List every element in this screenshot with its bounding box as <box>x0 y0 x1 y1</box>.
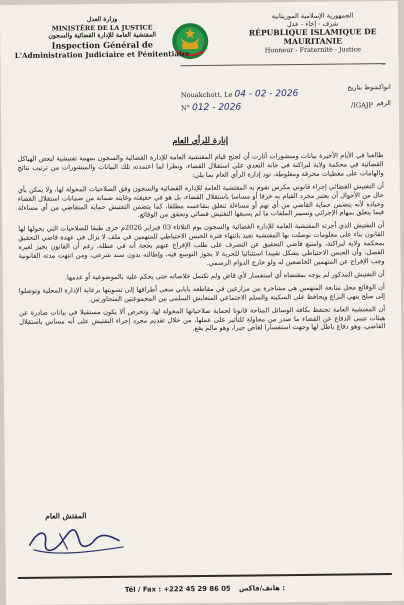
letter-body <box>17 151 385 339</box>
footer-contact <box>6 583 404 595</box>
reference-line <box>180 99 391 114</box>
paragraph-2: أن التفتيش الذي أجرته المفتشية العامة للإدارة القضائية والسجون يوم الثلاثاء 03 فبراير 2026م جرى طبقا للصلاحيات التي يخولها لها القانون بناء على معلومات توصلت بها المفتشية تفيد بانتهاء فترة الحبس الاحتياطي للمتهمين في ملف لا يزال في عهدة قاضي التحقيق بمحكمة ولاية لبراكنة، وامتنع قاضي التحقيق عن التصرف على طلب الإفراج عنهم بحجة أنه في عطلة، رغم أن القانون يجيز لغيره الفصل، وأن الحبس الاحتياطي يشكل تقييدا استثنائيا للحرية لا يجوز التوسع فيه، وإطالته بدون سند شرعي، ومن انتهت مدته القانونية وجب الإفراج عن المتهمين الخاضعين له ولو خارج الدوام الرسمي. <box>18 221 385 267</box>
header-divider <box>181 63 386 66</box>
date-line <box>180 83 391 100</box>
reference-number: N° 012 - 2026 <box>180 102 242 114</box>
inspection-french: Inspection Général de <box>51 39 154 51</box>
signature-icon <box>23 519 133 560</box>
footer-divider <box>18 573 392 579</box>
republic-arabic: الجمهورية الإسلامية الموريتانية <box>271 11 354 21</box>
header-republic <box>245 11 380 54</box>
header-ministry <box>12 15 192 60</box>
reference-code: /IGAJP <box>350 101 373 110</box>
paragraph-intro: طالعنا في الأيام الأخيرة بيانات ومنشورات أثارت أن لجنج قيام المفتشية العامة للإدارة القضائية والسجون بمهمة تفتيشية لبعض الهياكل القضائية في محكمة ولاية لبراكنة في خانة التعدي على استقلال القضاء، ونظرا لما اعتمدته تلك البيانات والمنشورات من ترتيب نتائج والهامات على معطيات محرفة ومغلوطة، تود إدارة الرأي العام بما يلي: <box>17 151 384 179</box>
motto-arabic: شرف - إخاء - عدل <box>286 19 339 29</box>
footer-phone: Tél / Fax : +222 45 29 86 05 <box>124 584 231 594</box>
inspection-arabic: المفتشية العامة للإدارة القضائية والسجون <box>48 31 157 40</box>
subject-heading: إنارة للرأي العام <box>172 134 229 146</box>
reference-label-arabic: الرقم <box>376 99 391 108</box>
motto-french: Honneur - Fraternité - Justice <box>264 45 361 55</box>
paragraph-4: أن الوقائع محل متابعة المتهمين هي مشاجرة بين مزارعين في مقاطعة بابابي سعى أطرافها إلى تسويتها برعاية الإدارة المحلية وتوصلوا إلى صلح ينهي النزاع ويحافظ على السكينة والسلم الاجتماعي المتعايش السلمي بين المجموعتين المتجاورتين. <box>18 282 385 303</box>
paragraph-1: أن التفتيش القضائي إجراء قانوني مكرس تقوم به المفتشية العامة للإدارة القضائية والسجون وفق الصلاحيات المخولة لها، ولا يمكن بأي حال من الأحوال أن يعتبر مجرد القيام به خرقا أو مساسا باستقلال القضاء، بل هو في حقيقته وغايته ضمانة من ضمانات استقلال القضاء وحياده لأنه يتضمن حماية القاضي من أي تهم أو مساءلة تتعلق بتقاعسه مطلقا، كما يتضمن التفتيش حماية المتقاضي من أي مساءلة فيما يتعلق بمهام الإجرائي وتسيير الملفات ما لم يسبقها التفتيش قضائي وتحقق من الوقائع. <box>17 181 385 220</box>
paragraph-3: أن التفتيش المذكور لم يوجه بمقتضاه أي استفسار لأي قاض ولم تكتمل خلاصاته حتى يحكم عليه بالموضوعية أو عدمها. <box>64 269 385 282</box>
signatory-title: المفتش العام <box>45 511 87 521</box>
date-label-arabic: انواكشوط بتاريخ <box>347 83 391 92</box>
footer-arabic-label: هاتف/فاكس : <box>238 584 286 593</box>
ministry-french: MINISTÈRE DE LA JUSTICE <box>51 23 153 33</box>
paragraph-5: أن المفتشية العامة تحتفظ بكافة الوسائل المتاحة قانونا لحماية صلاحياتها المخولة لها، وتحرص ألا يكون مستقبلا في بيانات صادرة عن هيئات تتبنى الدفاع عن القضاء ما صدر من محاولة للتأثير على عملها، من خلال تقديم مجرد إجراء التفتيش على أنه مساس باستقلال القاضي، وهو دفاع باطل لها وجهت استفسارا لقاض جبرا، وهو مالم يقع. <box>19 304 386 333</box>
republic-french: RÉPUBLIQUE ISLAMIQUE DE MAURITANIE <box>248 27 377 47</box>
reference-handwritten: 012 - 2026 <box>192 102 242 114</box>
document-page <box>0 1 404 605</box>
ministry-arabic: وزارة العدل <box>86 15 118 24</box>
date-label-french: Nouakchott, Le 04 - 02 - 2026 <box>180 88 299 100</box>
administration-french: L'Administration Judiciaire et Pénitentiaire <box>14 49 191 60</box>
date-handwritten: 04 - 02 - 2026 <box>234 88 299 100</box>
